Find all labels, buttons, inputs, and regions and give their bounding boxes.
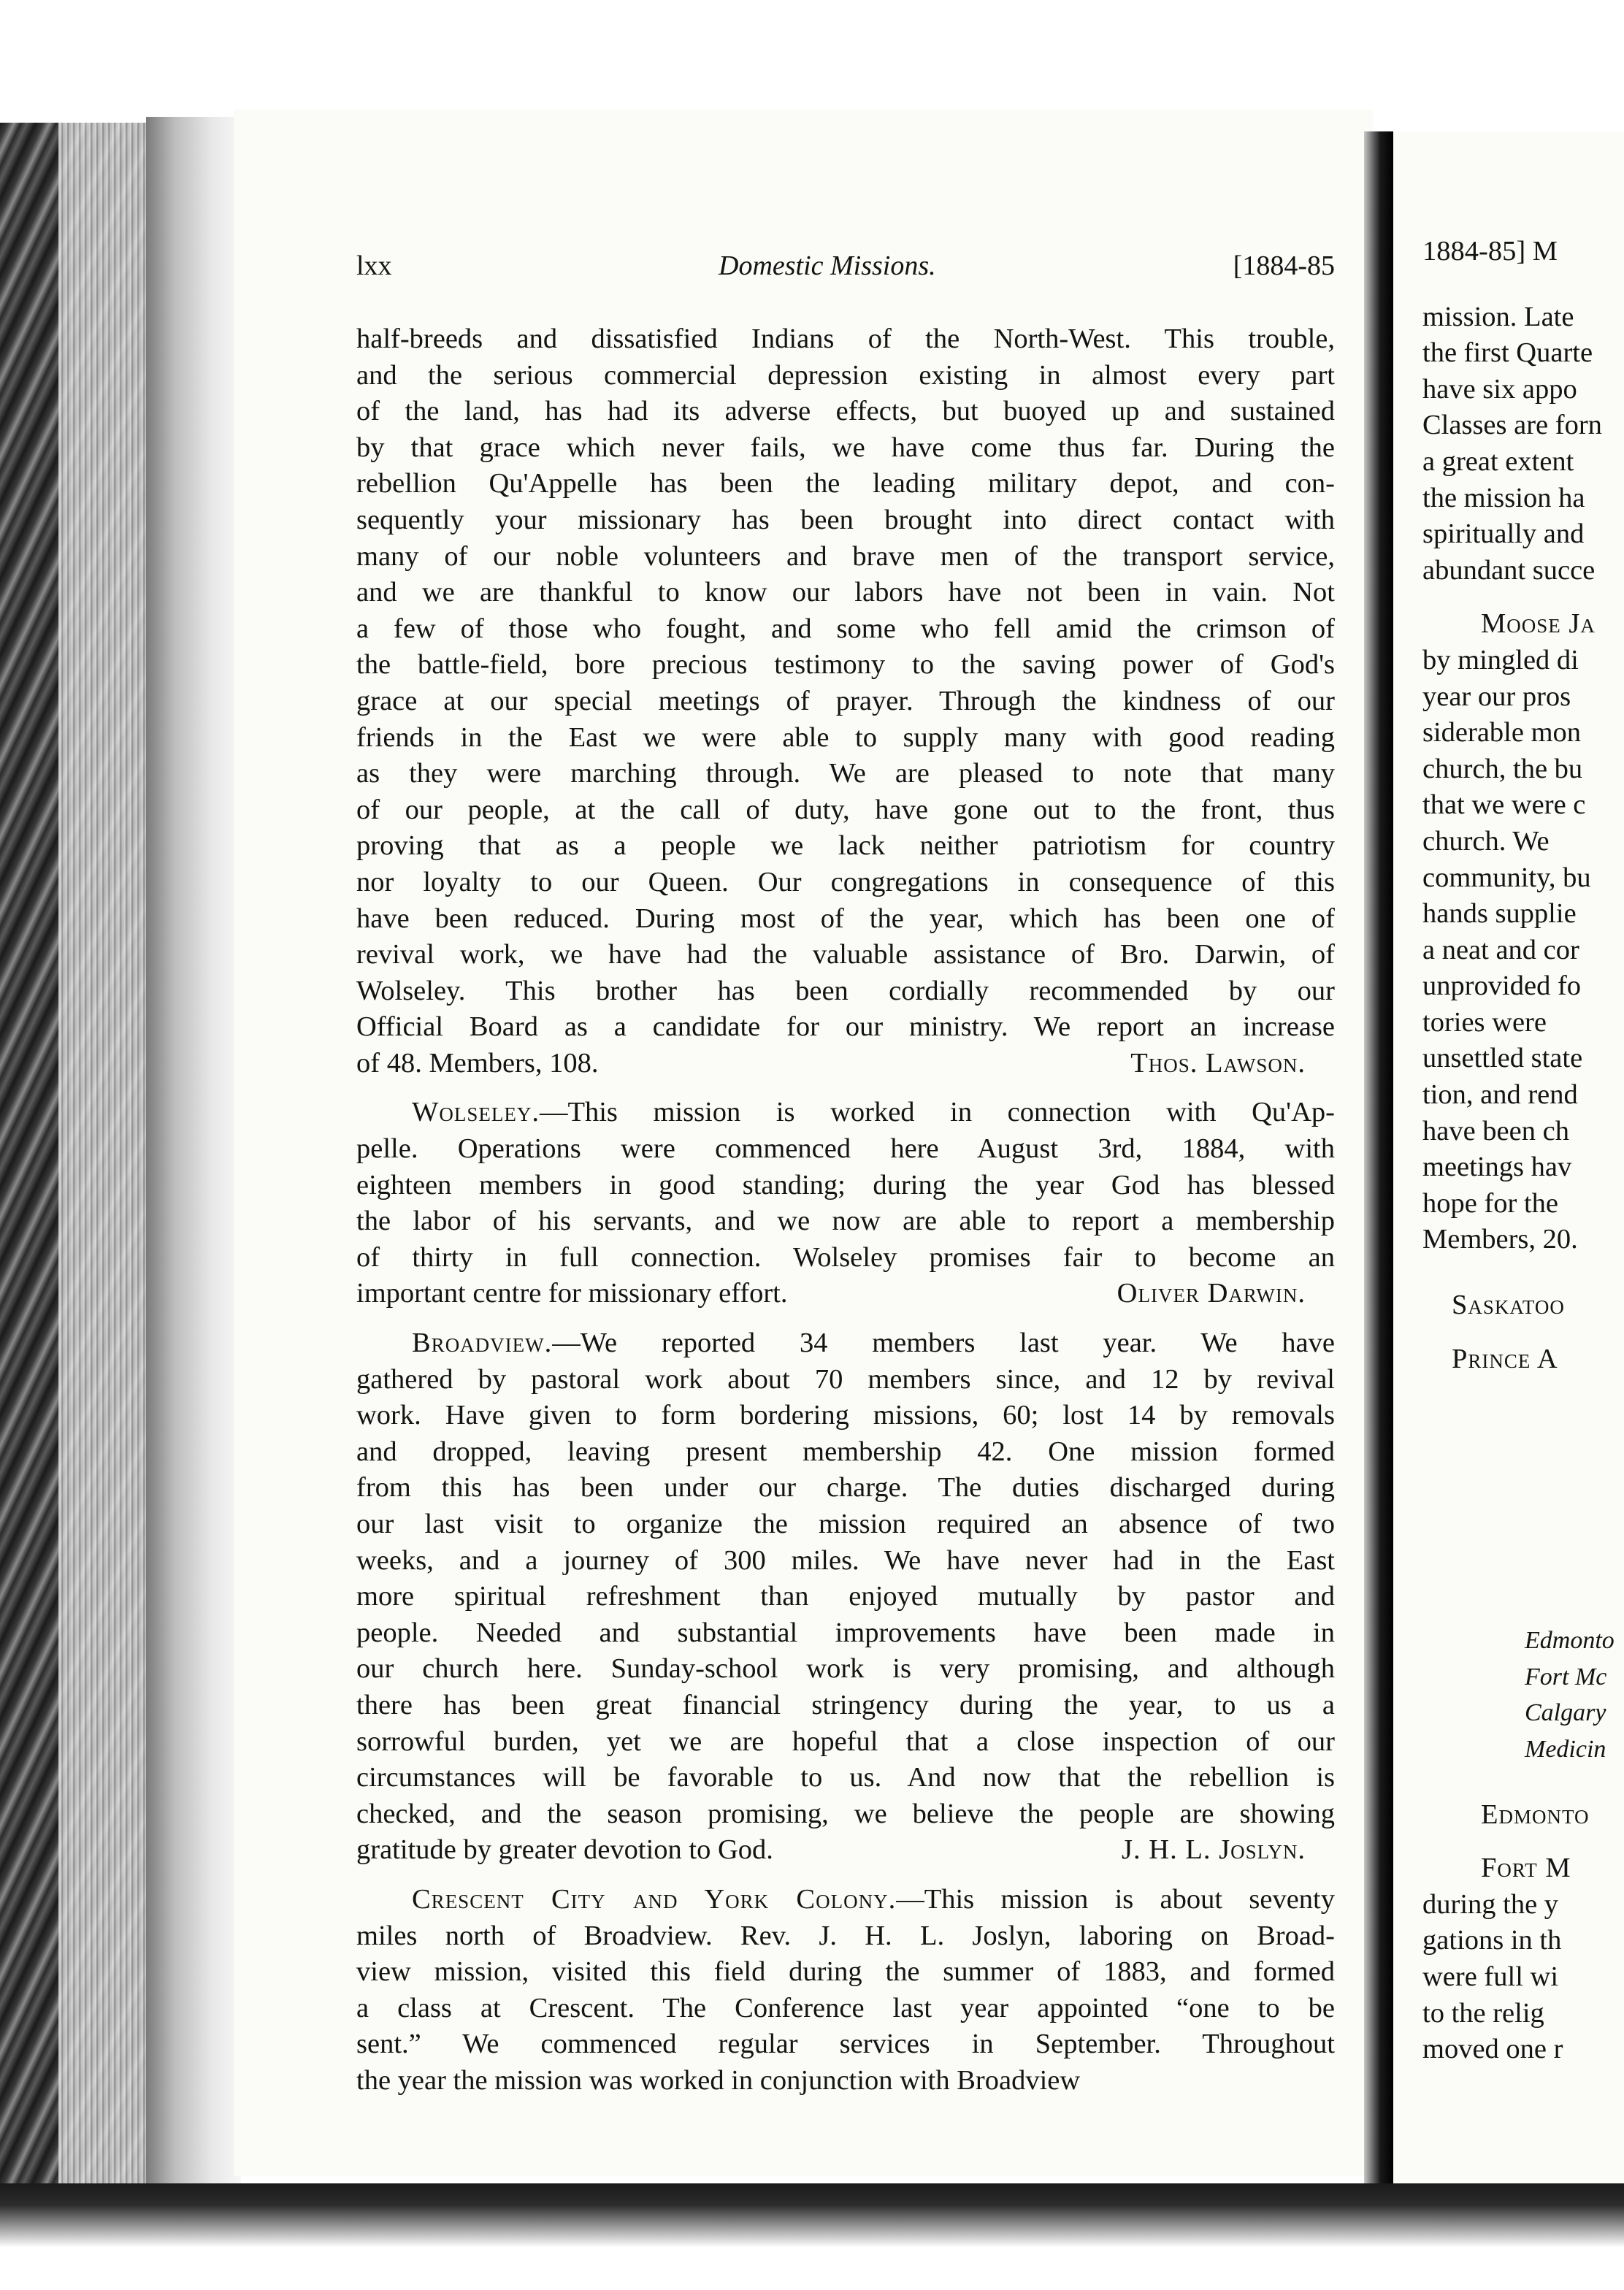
paragraph-first-line-text: —We reported 34 members last year. We have [552,1328,1335,1359]
text-line: as they were marching through. We are pleased to note that many [356,758,1335,789]
closing-text: important centre for missionary effort. [356,1278,788,1309]
right-text-line: church. We [1422,825,1550,857]
text-line: our church here. Sunday-school work is very promising, and although [356,1653,1335,1685]
body-text [356,321,1335,2113]
paragraph-wolseley [356,1095,1335,1312]
text-line: half-breeds and dissatisfied Indians of the North-West. This trouble, [356,323,1335,354]
right-text-line: that we were c [1422,789,1586,821]
text-line: sorrowful burden, yet we are hopeful that a close inspection of our [356,1726,1335,1757]
signature: Oliver Darwin. [1116,1278,1306,1309]
text-line: grace at our special meetings of prayer. Through the kindness of our [356,685,1335,716]
text-line: of the land, has had its adverse effects, but buoyed up and sustained [356,396,1335,427]
right-text-line: have six appo [1422,373,1577,405]
right-text-line: Classes are forn [1422,410,1602,441]
book-gutter [1364,131,1393,2227]
paragraph-first-line-text: —This mission is worked in connection with Qu'Ap- [539,1097,1335,1128]
text-line: by that grace which never fails, we have come thus far. During the [356,432,1335,463]
text-line: sent.” We commenced regular services in September. Throughout [356,2029,1335,2060]
right-text-line: gations in th [1422,1925,1562,1956]
right-text-line: a great extent [1422,445,1574,477]
right-text-line: a neat and cor [1422,934,1579,965]
right-text-line: meetings hav [1422,1152,1572,1183]
right-text-line: hands supplie [1422,898,1577,930]
right-text-line: have been ch [1422,1115,1569,1146]
text-line: many of our noble volunteers and brave men of the transport service, [356,540,1335,572]
paragraph-heading: Wolseley. [412,1097,540,1128]
text-line: the battle-field, bore precious testimony to the saving power of God's [356,649,1335,681]
closing-line [356,1276,1335,1312]
text-line: Official Board as a candidate for our ministry. We report an increase [356,1011,1335,1043]
signature: Thos. Lawson. [1130,1047,1306,1079]
right-text-line: community, bu [1422,862,1591,893]
running-title: Domestic Missions. [719,250,936,281]
right-text-line: hope for the [1422,1187,1559,1219]
right-text-line: Moose Ja [1481,608,1596,640]
text-line: a few of those who fought, and some who fell amid the crimson of [356,613,1335,644]
text-line: the labor of his servants, and we now are able to report a membership [356,1206,1335,1237]
text-line: the year the mission was worked in conjunction with Broadview [356,2064,1081,2096]
right-text-line: Fort Mc [1525,1663,1607,1690]
text-line: rebellion Qu'Appelle has been the leading military depot, and con- [356,468,1335,499]
right-page-text [1422,234,1624,2068]
right-text-line: during the y [1422,1888,1559,1920]
text-line: sequently your missionary has been brought into direct contact with [356,504,1335,535]
paragraph-heading: Broadview. [412,1328,553,1359]
paragraph-heading: Crescent City and York Colony. [412,1883,897,1915]
right-text-line: unprovided fo [1422,970,1582,1002]
text-line: and the serious commercial depression existing in almost every part [356,359,1335,391]
heading-saskatoon: Saskatoo [1452,1290,1565,1321]
right-text-line: the mission ha [1422,482,1585,513]
right-text-line: unsettled state [1422,1043,1583,1074]
paragraph-first-line [356,1095,1335,1131]
text-line: from this has been under our charge. The duties discharged during [356,1472,1335,1504]
right-text-line: by mingled di [1422,644,1579,675]
closing-text: of 48. Members, 108. [356,1047,599,1079]
text-line: our last visit to organize the mission required an absence of two [356,1509,1335,1539]
text-line: a class at Crescent. The Conference last year appointed “one to be [356,1992,1335,2023]
running-year: [1884-85 [1233,250,1335,281]
closing-line [356,1046,1335,1082]
right-block-3 [1422,1850,1624,2068]
marbled-book-edge [0,123,146,2218]
right-text-line: mission. Late [1422,301,1574,332]
text-line: work. Have given to form bordering missions, 60; lost 14 by removals [356,1400,1335,1431]
text-line: view mission, visited this field during the summer of 1883, and formed [356,1956,1335,1988]
text-line: and dropped, leaving present membership 42. One mission formed [356,1436,1335,1467]
text-line: and we are thankful to know our labors have not been in vain. Not [356,577,1335,608]
right-text-line: Fort M [1481,1853,1571,1884]
right-text-line: Medicin [1525,1736,1606,1763]
text-line: revival work, we have had the valuable assistance of Bro. Darwin, of [356,939,1335,970]
text-line: of thirty in full connection. Wolseley promises fair to become an [356,1241,1335,1273]
heading-prince-albert: Prince A [1452,1343,1558,1374]
right-text-line: Calgary [1525,1699,1606,1727]
paragraph-first-line-text: —This mission is about seventy [896,1883,1335,1915]
text-line: of our people, at the call of duty, have gone out to the front, thus [356,794,1335,825]
right-text-line: moved one r [1422,2034,1563,2065]
signature: J. H. L. Joslyn. [1122,1834,1306,1866]
paragraph-crescent-city [356,1882,1335,2099]
right-text-line: year our pros [1422,681,1571,712]
text-line: nor loyalty to our Queen. Our congregations in consequence of this [356,866,1335,897]
closing-line [356,1832,1335,1869]
text-line: have been reduced. During most of the year, which has been one of [356,903,1335,934]
text-line: proving that as a people we lack neither patriotism for country [356,830,1335,862]
text-line: eighteen members in good standing; during the year God has blessed [356,1169,1335,1200]
right-text-line: abundant succe [1422,554,1596,586]
text-line: pelle. Operations were commenced here August 3rd, 1884, with [356,1133,1335,1165]
closing-text: gratitude by greater devotion to God. [356,1834,773,1866]
paragraph-first-line [356,1882,1335,1918]
right-text-line: spiritually and [1422,518,1585,550]
text-line: gathered by pastoral work about 70 members since, and 12 by revival [356,1363,1335,1395]
right-text-line: church, the bu [1422,753,1583,784]
right-running-head: 1884-85] M [1422,236,1558,267]
scan-background-bottom [0,2183,1624,2290]
right-text-line: the first Quarte [1422,337,1593,369]
page-folio: lxx [356,250,392,281]
text-line: there has been great financial stringency during the year, to us a [356,1689,1335,1720]
text-line: checked, and the season promising, we believe the people are showing [356,1798,1335,1829]
text-line: Wolseley. This brother has been cordially recommended by our [356,975,1335,1006]
paragraph-broadview [356,1325,1335,1869]
right-text-line: tories were [1422,1006,1547,1038]
text-line: more spiritual refreshment than enjoyed mutually by pastor and [356,1581,1335,1612]
heading-edmonton: Edmonto [1481,1799,1590,1830]
right-text-line: Members, 20. [1422,1224,1578,1255]
right-italic-list [1422,1623,1624,1767]
right-text-line: Edmonto [1525,1627,1615,1655]
text-line: circumstances will be favorable to us. And now that the rebellion is [356,1762,1335,1793]
page-stack-edge [146,117,241,2191]
paragraph-first-line [356,1325,1335,1362]
text-line: miles north of Broadview. Rev. J. H. L. Joslyn, laboring on Broad- [356,1920,1335,1951]
right-text-line: were full wi [1422,1961,1559,1992]
text-line: people. Needed and substantial improvements have been made in [356,1617,1335,1648]
right-text-line: siderable mon [1422,717,1582,748]
right-block-1 [1422,299,1624,589]
paragraph-qu-appelle [356,321,1335,1081]
right-block-2 [1422,606,1624,1258]
running-head [356,250,1335,294]
right-text-line: to the relig [1422,1997,1544,2029]
right-text-line: tion, and rend [1422,1079,1578,1111]
text-line: weeks, and a journey of 300 miles. We have never had in the East [356,1544,1335,1576]
text-line: friends in the East we were able to supply many with good reading [356,721,1335,753]
